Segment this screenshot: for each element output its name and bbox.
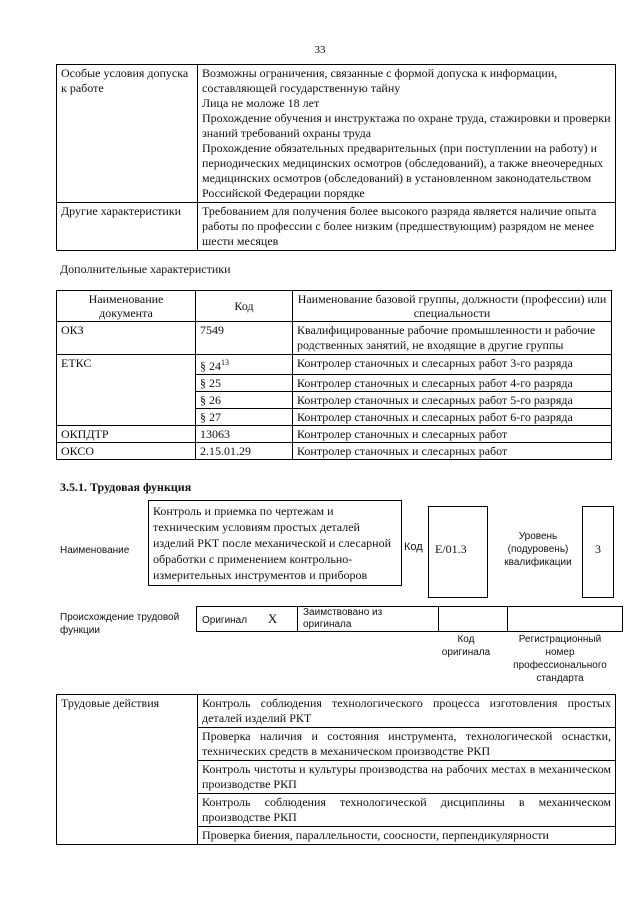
code-cell: 2.15.01.29: [196, 443, 293, 460]
labor-actions-table: [56, 694, 616, 845]
header-code: Код: [196, 291, 293, 322]
function-name-label: Наименование: [60, 545, 130, 556]
page-number: 33: [314, 44, 326, 56]
code-cell: 13063: [196, 426, 293, 443]
row-value: [198, 203, 616, 251]
table-row: [57, 322, 612, 355]
borrowed-label: Заимствовано из оригинала: [298, 607, 439, 632]
code-sup: 13: [221, 358, 229, 367]
table-row: [57, 695, 616, 728]
action-item: Контроль чистоты и культуры производства на рабочих местах в механическом производстве РКП: [198, 761, 616, 794]
row-line: Возможны ограничения, связанные с формой допуска к информации, составляющей государственную тайну: [202, 66, 558, 95]
code-cell: § 26: [196, 392, 293, 409]
name-cell: Контролер станочных и слесарных работ 4-го разряда: [293, 375, 612, 392]
doc-cell: ОКЗ: [57, 322, 196, 355]
code-cell: § 25: [196, 375, 293, 392]
code-cell: [196, 355, 293, 375]
action-item: Контроль соблюдения технологической дисциплины в механическом производстве РКП: [198, 794, 616, 827]
row-line: Требованием для получения более высокого разряда является наличие опыта работы по профессии с более низким (предшествующим) разрядом не менее шести месяцев: [202, 204, 597, 248]
name-cell: Контролер станочных и слесарных работ 3-го разряда: [293, 355, 612, 375]
additional-table: [56, 290, 612, 460]
function-code-box: [428, 506, 488, 598]
code-cell: § 27: [196, 409, 293, 426]
origin-table: [196, 606, 623, 632]
table-row: [57, 443, 612, 460]
name-cell: Контролер станочных и слесарных работ 6-го разряда: [293, 409, 612, 426]
function-name-value: Контроль и приемка по чертежам и техническим условиям простых деталей изделий РКТ после механической и слесарной обработки с применением контрольно-измерительных инструментов и приборов: [148, 500, 402, 586]
table-row: [57, 426, 612, 443]
code-original-caption: Код оригинала: [441, 634, 491, 658]
table-row: [57, 203, 616, 251]
name-cell: Контролер станочных и слесарных работ: [293, 443, 612, 460]
registration-caption: Регистрационный номер профессионального стандарта: [513, 634, 607, 684]
code-cell: 7549: [196, 322, 293, 355]
row-line: Прохождение обязательных предварительных (при поступлении на работу) и периодических медицинских осмотров (обследований), а также внеочередных медицинских осмотров (обследований) в установленном законодательством Российской Федерации порядке: [202, 141, 604, 200]
table-row: [197, 607, 623, 632]
doc-cell: ЕТКС: [57, 355, 196, 426]
row-label: Другие характеристики: [57, 203, 198, 251]
row-value: [198, 65, 616, 203]
header-doc: Наименование документа: [57, 291, 196, 322]
name-cell: Контролер станочных и слесарных работ: [293, 426, 612, 443]
section-title: 3.5.1. Трудовая функция: [60, 480, 192, 494]
action-item: Контроль соблюдения технологического процесса изготовления простых деталей изделий РКТ: [198, 695, 616, 728]
row-line: Лица не моложе 18 лет: [202, 96, 320, 110]
origin-label: Происхождение трудовой функции: [60, 612, 180, 636]
function-code-label: Код: [404, 541, 423, 553]
name-cell: Квалифицированные рабочие промышленности и рабочие родственных занятий, не входящие в другие группы: [293, 322, 612, 355]
function-code-value: E/01.3: [435, 542, 467, 556]
name-cell: Контролер станочных и слесарных работ 5-го разряда: [293, 392, 612, 409]
code-text: § 24: [200, 359, 221, 373]
original-code-cell: [439, 607, 508, 632]
table-row: [57, 65, 616, 203]
table-header: [57, 291, 612, 322]
table-row: [57, 355, 612, 375]
doc-cell: ОКПДТР: [57, 426, 196, 443]
header-name: Наименование базовой группы, должности (профессии) или специальности: [293, 291, 612, 322]
conditions-table: [56, 64, 616, 251]
registration-number-cell: [508, 607, 623, 632]
action-item: Проверка биения, параллельности, соосности, перпендикулярности: [198, 827, 616, 845]
action-item: Проверка наличия и состояния инструмента, технологической оснастки, технических средств в механическом производстве РКП: [198, 728, 616, 761]
original-label: Оригинал: [202, 615, 248, 626]
level-label: Уровень (подуровень) квалификации: [504, 531, 572, 568]
level-value: 3: [595, 542, 601, 556]
level-box: [582, 506, 614, 598]
row-label: Особые условия допуска к работе: [57, 65, 198, 203]
doc-cell: ОКСО: [57, 443, 196, 460]
labor-actions-label: Трудовые действия: [57, 695, 198, 845]
original-cell: [197, 607, 298, 632]
original-mark: X: [267, 611, 278, 626]
row-line: Прохождение обучения и инструктажа по охране труда, стажировки и проверки знаний требований охраны труда: [202, 111, 611, 140]
additional-caption: Дополнительные характеристики: [60, 262, 231, 276]
